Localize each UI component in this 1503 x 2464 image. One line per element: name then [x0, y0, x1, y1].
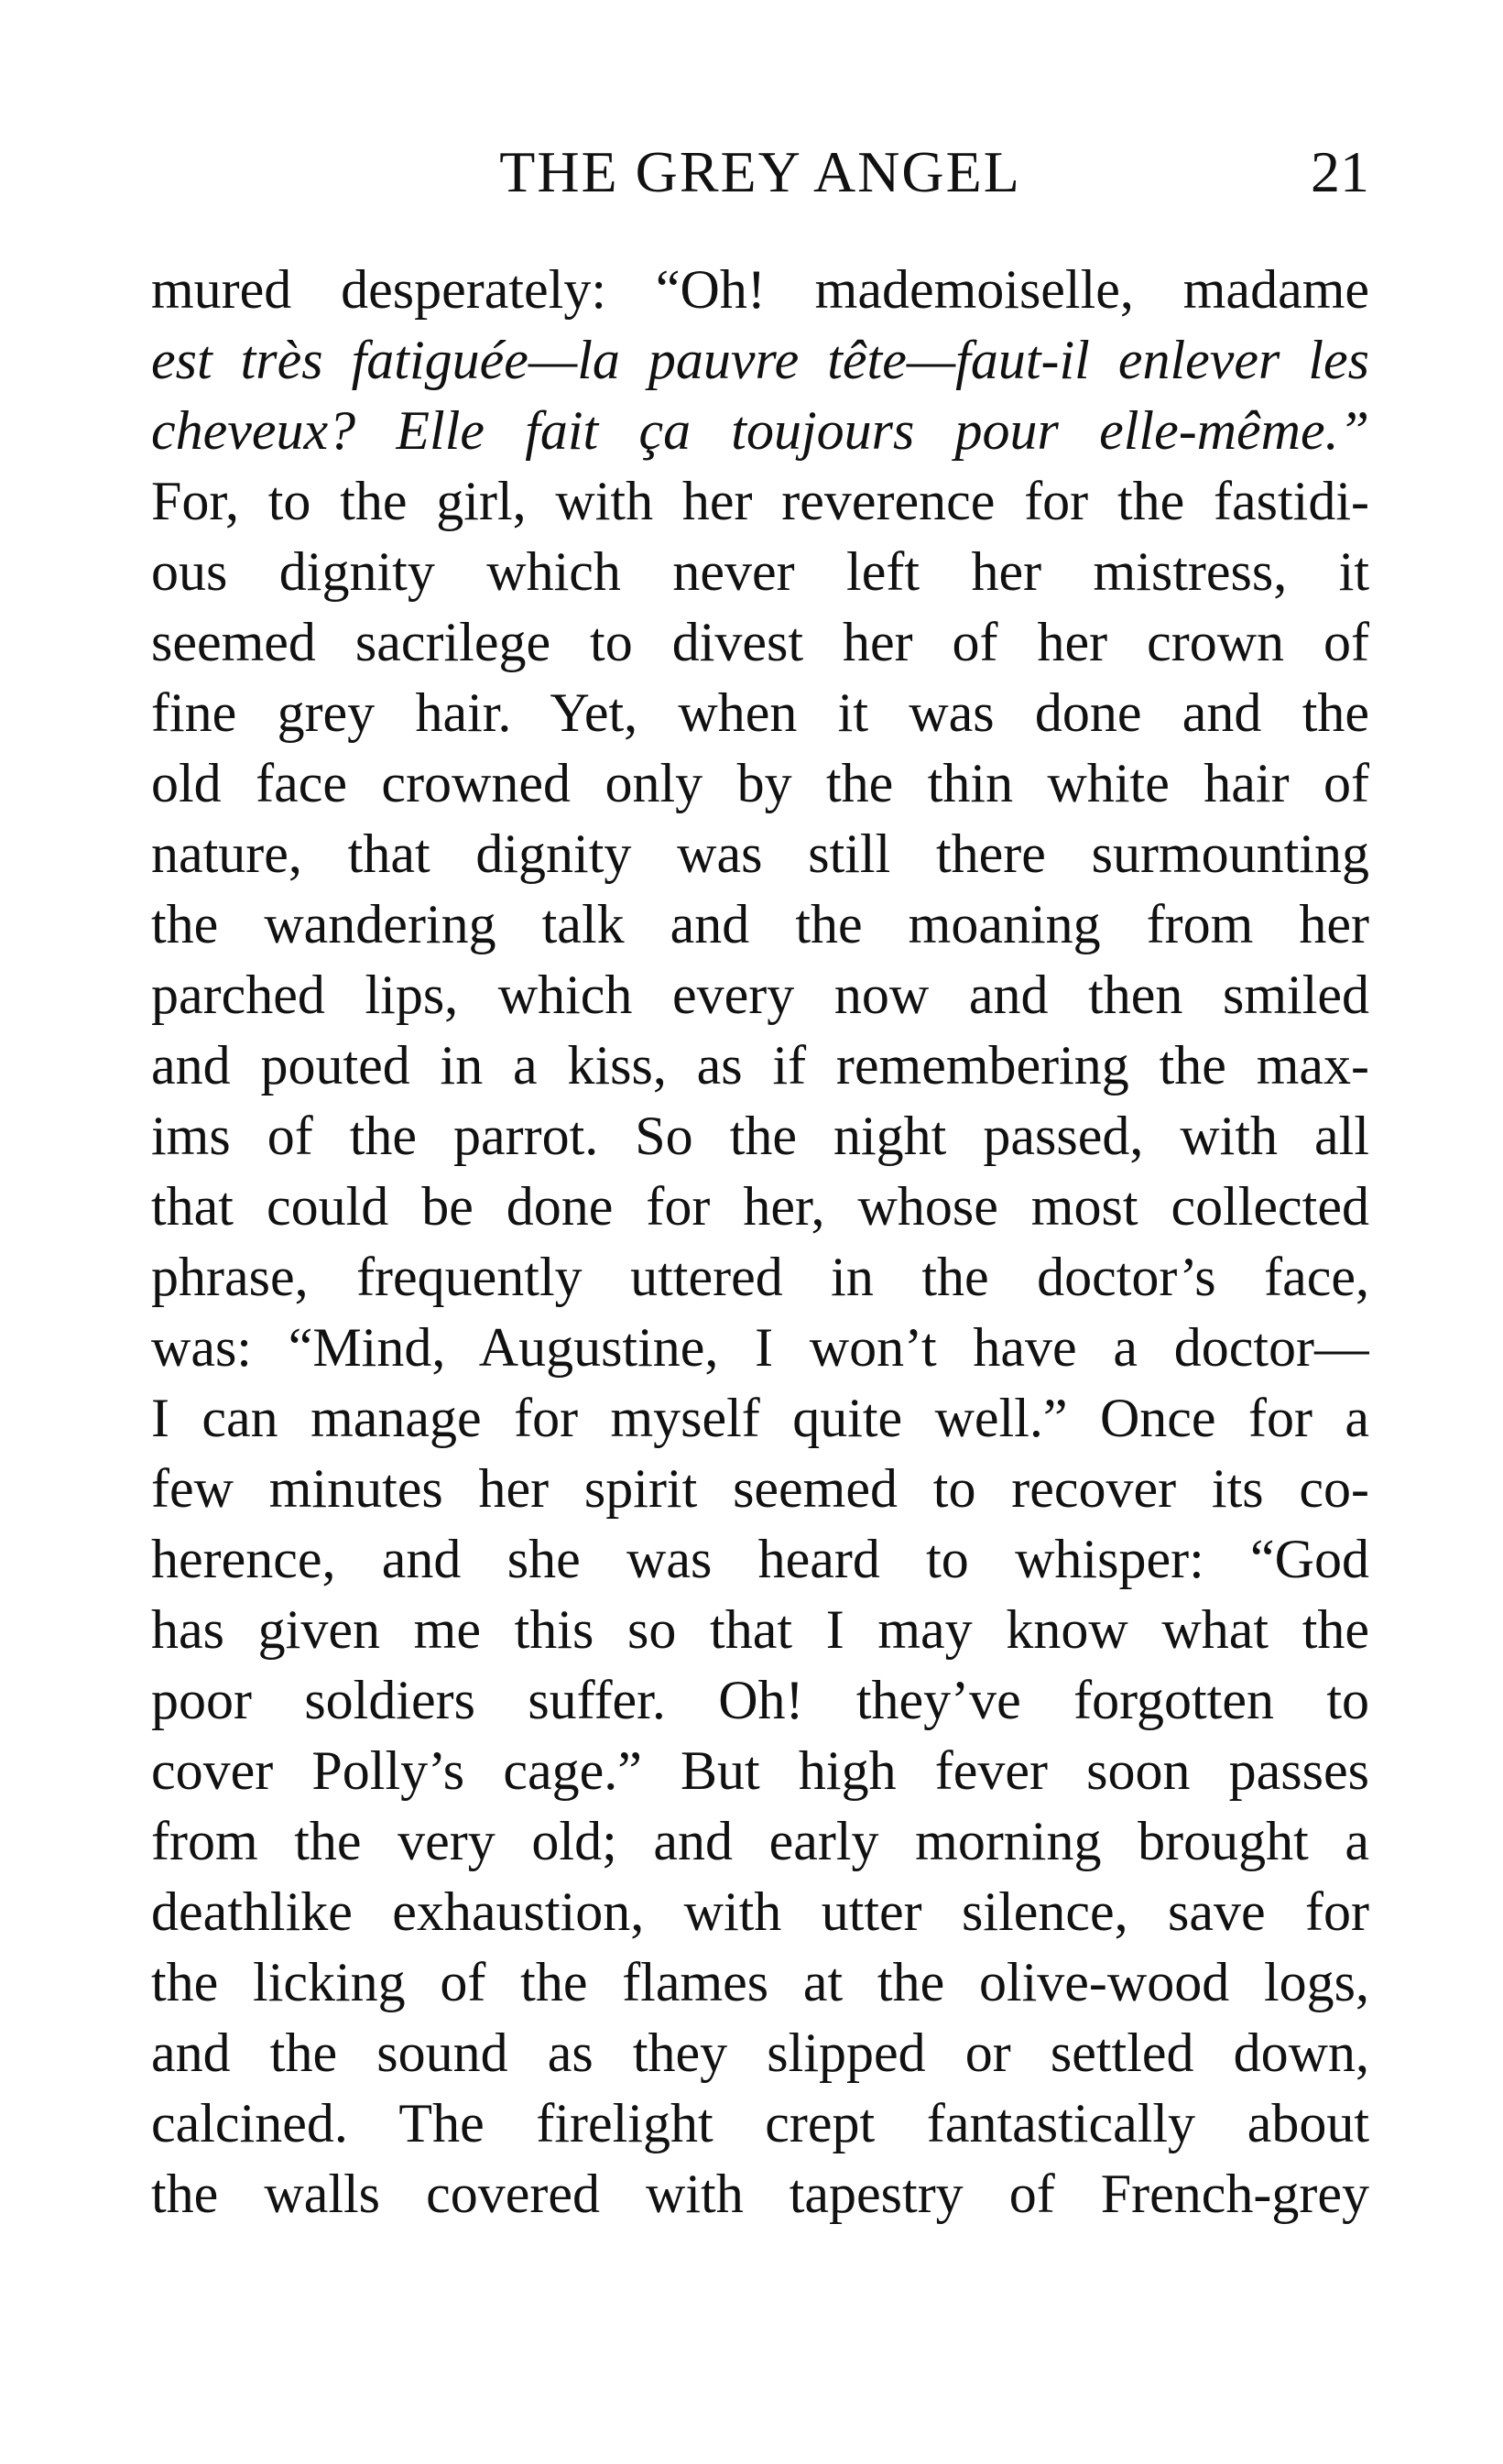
text-line: the wandering talk and the moaning from her	[151, 894, 1369, 954]
text-line: has given me this so that I may know what the	[151, 1599, 1369, 1660]
text-line: from the very old; and early morning brought a	[151, 1811, 1369, 1871]
text-line: parched lips, which every now and then smiled	[151, 965, 1369, 1025]
text-line: ims of the parrot. So the night passed, with all	[151, 1106, 1369, 1166]
page-number: 21	[1311, 139, 1369, 204]
text-line: nature, that dignity was still there surmounting	[151, 823, 1369, 884]
text-line: I can manage for myself quite well.” Once for a	[151, 1388, 1369, 1448]
text-line: that could be done for her, whose most collected	[151, 1176, 1369, 1237]
text-line: est très fatiguée—la pauvre tête—faut-il enlever les	[151, 330, 1369, 390]
body-text	[151, 255, 1369, 2230]
text-line: cover Polly’s cage.” But high fever soon passes	[151, 1740, 1369, 1801]
text-line: deathlike exhaustion, with utter silence, save for	[151, 1881, 1369, 1942]
text-line: few minutes her spirit seemed to recover its co-	[151, 1458, 1369, 1519]
text-line: cheveux? Elle fait ça toujours pour elle-même.”	[151, 400, 1369, 461]
text-line: the walls covered with tapestry of French-grey	[151, 2164, 1369, 2224]
text-line: phrase, frequently uttered in the doctor’s face,	[151, 1247, 1369, 1307]
text-line: calcined. The firelight crept fantastically about	[151, 2093, 1369, 2153]
text-line: For, to the girl, with her reverence for the fastidi-	[151, 471, 1369, 531]
text-line: herence, and she was heard to whisper: “God	[151, 1529, 1369, 1589]
text-line: fine grey hair. Yet, when it was done and the	[151, 682, 1369, 743]
text-line: seemed sacrilege to divest her of her crown of	[151, 612, 1369, 672]
running-head	[151, 136, 1369, 209]
text-line: and the sound as they slipped or settled down,	[151, 2022, 1369, 2083]
running-title: THE GREY ANGEL	[499, 139, 1021, 204]
text-line: poor soldiers suffer. Oh! they’ve forgotten to	[151, 1670, 1369, 1730]
text-line: mured desperately: “Oh! mademoiselle, madame	[151, 259, 1369, 320]
text-line: ous dignity which never left her mistress, it	[151, 541, 1369, 602]
text-line: was: “Mind, Augustine, I won’t have a doctor—	[151, 1317, 1369, 1378]
text-line: the licking of the flames at the olive-wood logs,	[151, 1952, 1369, 2012]
text-line: old face crowned only by the thin white hair of	[151, 753, 1369, 813]
text-line: and pouted in a kiss, as if remembering the max-	[151, 1035, 1369, 1096]
